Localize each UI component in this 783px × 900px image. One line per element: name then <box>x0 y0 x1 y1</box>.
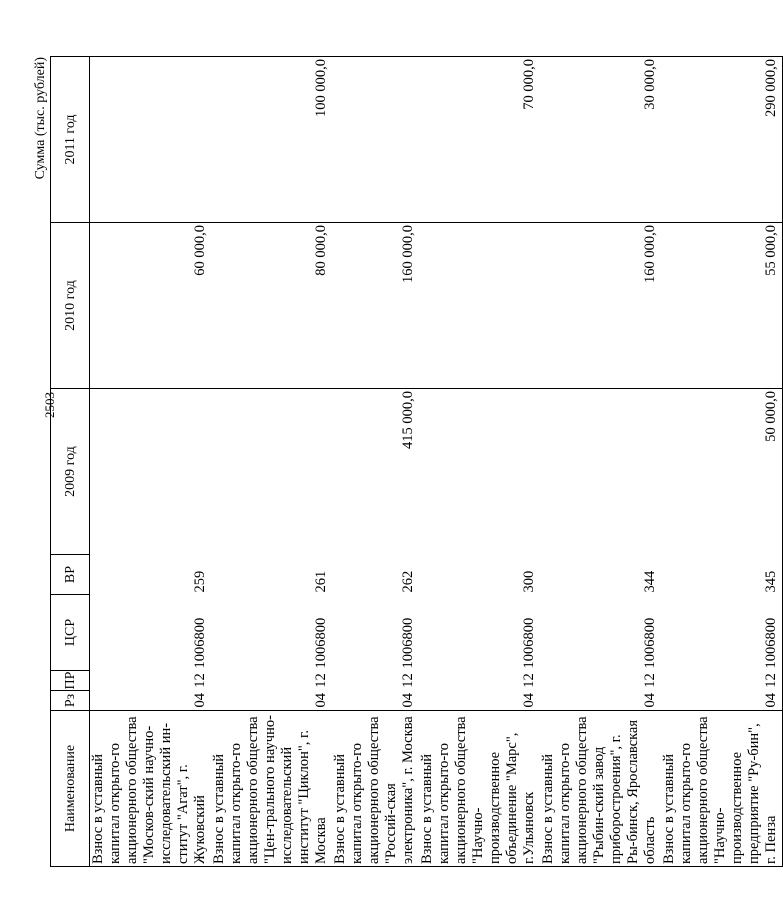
header-csr: ЦСР <box>51 595 90 671</box>
page-number: 2503 <box>42 392 57 418</box>
row-csr: 1006800 <box>313 617 329 669</box>
row-2011 <box>332 57 419 223</box>
header-rz: Рз <box>51 691 90 711</box>
table-row <box>661 57 783 867</box>
row-rz: 04 <box>521 693 537 708</box>
row-csr: 1006800 <box>642 617 658 669</box>
row-vr: 261 <box>313 570 329 593</box>
header-2011: 2011 год <box>51 57 90 223</box>
row-2011: 70 000,0 <box>419 57 540 223</box>
row-name: Взнос в уставный капитал открыто-го акционерного общества "Научно-производственное объединение "Марс", г.Ульяновск <box>419 711 540 867</box>
header-name: Наименование <box>51 711 90 867</box>
row-pr: 12 <box>642 673 658 688</box>
row-2010: 80 000,0 <box>211 223 332 389</box>
row-csr: 1006800 <box>192 617 208 669</box>
rotated-page-content <box>32 57 779 867</box>
row-rz: 04 <box>313 693 329 708</box>
header-pr: ПР <box>51 671 90 691</box>
row-name: Взнос в уставный капитал открыто-го акционерного общества "Цен-трального научно-исследовательский институт "Циклон", г. Москва <box>211 711 332 867</box>
table-row <box>90 57 212 867</box>
row-rz: 04 <box>661 691 783 711</box>
row-pr: 12 <box>521 673 537 688</box>
row-name: Взнос в уставный капитал открыто-го акционерного общества "Россий-ская электроника", г. Москва <box>332 711 419 867</box>
row-2010 <box>419 223 540 389</box>
row-2011: 100 000,0 <box>211 57 332 223</box>
row-name: Взнос в уставный капитал открыто-го акционерного общества "Рыбин-ский завод приборостроения", г. Ры-бинск, Ярославская область <box>540 711 661 867</box>
row-2009 <box>419 389 540 555</box>
row-csr: 1006800 <box>400 617 416 669</box>
row-name: Взнос в уставный капитал открыто-го акционерного общества "Москов-ский научно-исследовательский ин-ститут "Агат", г. Жуковский <box>90 711 212 867</box>
table-row <box>540 57 661 867</box>
header-2010: 2010 год <box>51 223 90 389</box>
row-rz: 04 <box>400 693 416 708</box>
row-vr: 259 <box>192 570 208 593</box>
header-2009: 2009 год <box>51 389 90 555</box>
row-2010: 160 000,0 <box>540 223 661 389</box>
row-pr: 12 <box>400 673 416 688</box>
row-2011: 290 000,0 <box>661 57 783 223</box>
row-pr: 12 <box>661 671 783 691</box>
row-2010: 55 000,0 <box>661 223 783 389</box>
row-csr: 1006800 <box>521 617 537 669</box>
row-pr: 12 <box>313 673 329 688</box>
header-vr: ВР <box>51 555 90 595</box>
table-row <box>211 57 332 867</box>
row-vr: 300 <box>521 570 537 593</box>
row-name: Взнос в уставный капитал открыто-го акционерного общества "Научно-производственное предприятие "Ру-бин", г. Пенза <box>661 711 783 867</box>
budget-table <box>50 56 783 867</box>
row-vr: 344 <box>642 570 658 593</box>
row-2009 <box>211 389 332 555</box>
row-2010: 60 000,0 <box>90 223 212 389</box>
row-2009: 415 000,0 <box>332 389 419 555</box>
row-pr: 12 <box>192 673 208 688</box>
table-row <box>332 57 419 867</box>
row-2011: 30 000,0 <box>540 57 661 223</box>
row-rz: 04 <box>642 693 658 708</box>
row-2009: 50 000,0 <box>661 389 783 555</box>
row-vr: 345 <box>661 555 783 595</box>
row-2011 <box>90 57 212 223</box>
row-csr: 1006800 <box>661 595 783 671</box>
row-2009 <box>540 389 661 555</box>
row-2009 <box>90 389 212 555</box>
header-row <box>51 57 90 867</box>
row-2010: 160 000,0 <box>332 223 419 389</box>
row-vr: 262 <box>400 570 416 593</box>
units-label: Сумма (тыс. рублей) <box>33 57 48 180</box>
table-row <box>419 57 540 867</box>
row-rz: 04 <box>192 693 208 708</box>
